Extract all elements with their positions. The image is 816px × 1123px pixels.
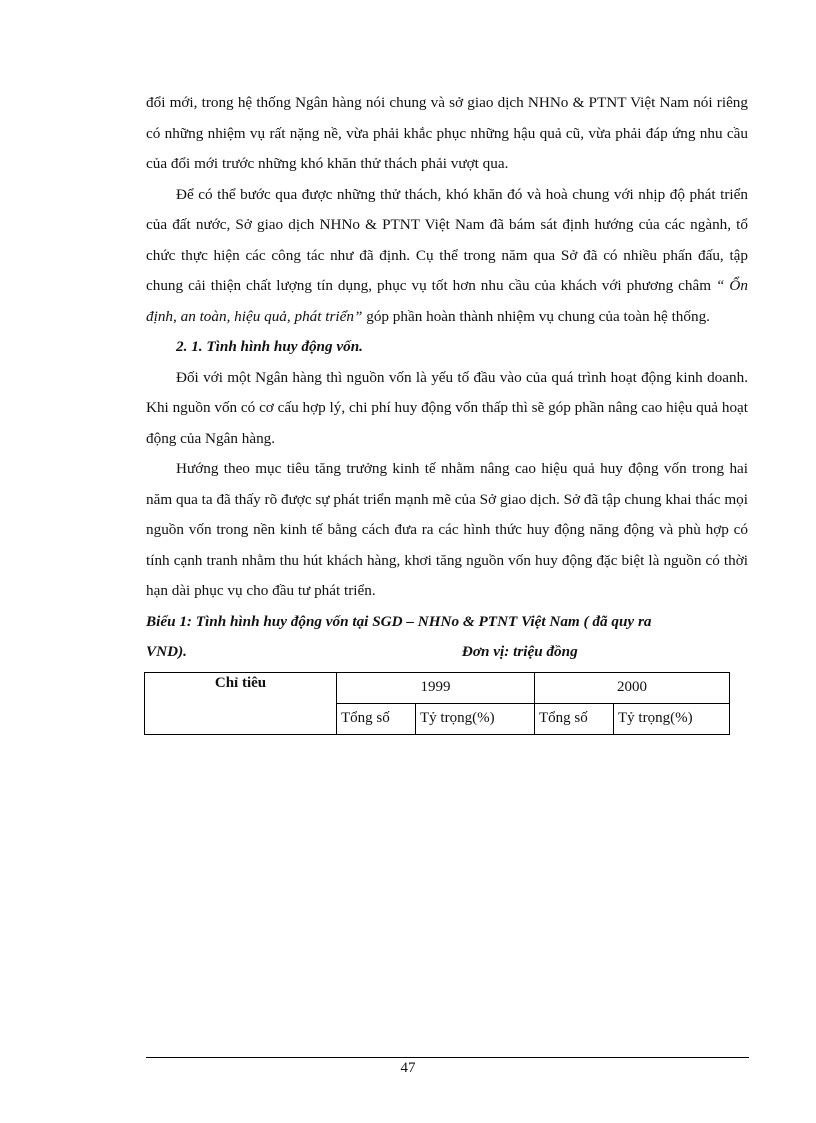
paragraph-2-end: góp phần hoàn thành nhiệm vụ chung của toàn hệ thống.	[362, 307, 710, 325]
table-caption: Biểu 1: Tình hình huy động vốn tại SGD – NHNo & PTNT Việt Nam ( đã quy ra	[146, 612, 652, 630]
paragraph-2-text: Để có thể bước qua được những thử thách, khó khăn đó và hoà chung với nhịp độ phát triển của đất nước, Sở giao dịch NHNo & PTNT Việt Nam đã bám sát định hướng của các ngành, tổ chức thực hiện các công tác như đã định. Cụ thể trong năm qua Sở đã có nhiều phấn đấu, tập chung cải thiện chất lượng tín dụng, phục vụ tốt hơn nhu cầu của khách với phương châm	[146, 185, 748, 294]
table-caption-end: VND).	[146, 643, 187, 660]
table-unit: Đơn vị: triệu đồng	[461, 643, 578, 660]
header-year-1999: 1999	[337, 672, 535, 703]
footer-divider	[146, 1057, 749, 1058]
page-body	[146, 88, 748, 735]
paragraph-1: đổi mới, trong hệ thống Ngân hàng nói chung và sở giao dịch NHNo & PTNT Việt Nam nói riêng có những nhiệm vụ rất nặng nề, vừa phải khắc phục những hậu quả cũ, vừa phải đáp ứng nhu cầu của đổi mới trước những khó khăn thử thách phải vượt qua.	[146, 94, 748, 172]
page-number: 47	[400, 1060, 416, 1076]
motto-quote: “ Ổn định, an toàn, hiệu quả, phát triển”	[146, 277, 748, 325]
subheader-total-2000: Tổng số	[535, 703, 614, 734]
header-year-2000: 2000	[535, 672, 730, 703]
section-heading: 2. 1. Tình hình huy động vốn.	[176, 338, 363, 355]
paragraph-3: Đối với một Ngân hàng thì nguồn vốn là yếu tố đầu vào của quá trình hoạt động kinh doanh. Khi nguồn vốn có cơ cấu hợp lý, chi phí huy động vốn thấp thì sẽ góp phần nâng cao hiệu quả hoạt động của Ngân hàng.	[146, 368, 748, 447]
paragraph-2	[146, 180, 748, 333]
subheader-share-1999: Tỷ trọng(%)	[416, 703, 535, 734]
header-chi-tieu: Chỉ tiêu	[145, 672, 337, 734]
table-header-row	[145, 672, 730, 703]
paragraph-4: Hướng theo mục tiêu tăng trưởng kinh tế nhằm nâng cao hiệu quả huy động vốn trong hai năm qua ta đã thấy rõ được sự phát triển mạnh mẽ của Sở giao dịch. Sở đã tập chung khai thác mọi nguồn vốn trong nền kinh tế bằng cách đưa ra các hình thức huy động năng động và phù hợp có tính cạnh tranh nhằm thu hút khách hàng, khơi tăng nguồn vốn huy động đặc biệt là nguồn có thời hạn dài phục vụ cho đầu tư phát triển.	[146, 460, 748, 599]
capital-mobilization-table	[144, 672, 730, 735]
subheader-total-1999: Tổng số	[337, 703, 416, 734]
table-caption-line2	[146, 637, 748, 668]
subheader-share-2000: Tỷ trọng(%)	[614, 703, 730, 734]
